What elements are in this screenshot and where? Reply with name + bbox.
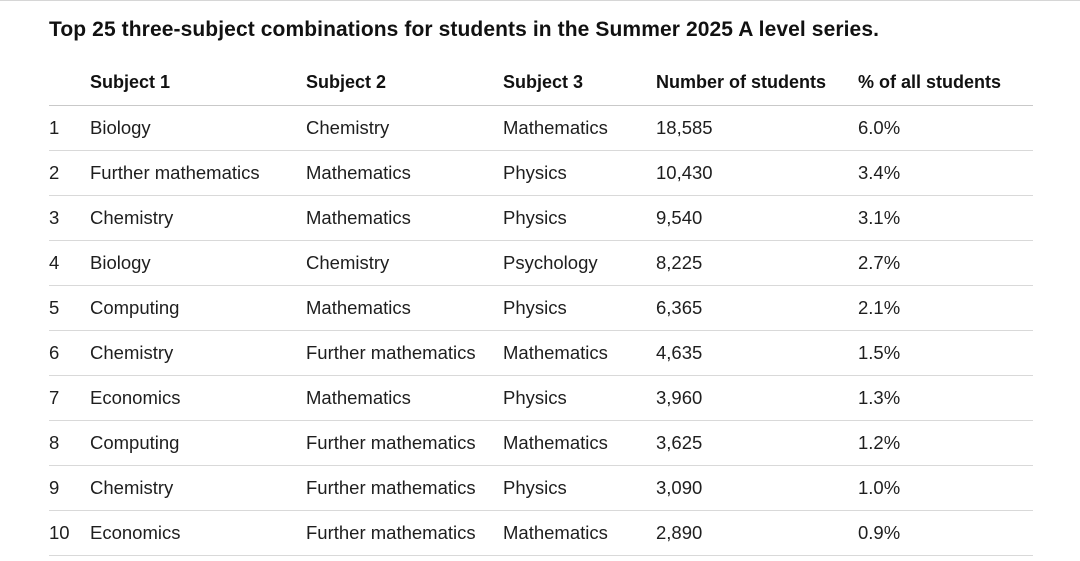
subject-3-cell: Mathematics xyxy=(503,106,656,151)
table-row xyxy=(49,241,1033,286)
table-row xyxy=(49,376,1033,421)
number-of-students-cell: 8,225 xyxy=(656,241,858,286)
number-of-students-cell: 4,635 xyxy=(656,331,858,376)
subject-1-cell: Further mathematics xyxy=(90,151,306,196)
table-row xyxy=(49,511,1033,556)
subject-2-cell: Further mathematics xyxy=(306,331,503,376)
subject-2-cell: Mathematics xyxy=(306,151,503,196)
number-of-students-cell: 18,585 xyxy=(656,106,858,151)
subject-2-cell: Chemistry xyxy=(306,241,503,286)
subject-1-cell: Chemistry xyxy=(90,196,306,241)
table-row xyxy=(49,286,1033,331)
number-of-students-cell: 3,625 xyxy=(656,421,858,466)
subject-1-cell: Computing xyxy=(90,421,306,466)
table-row xyxy=(49,331,1033,376)
percent-of-students-cell: 1.5% xyxy=(858,331,1033,376)
subject-1-cell: Biology xyxy=(90,241,306,286)
subject-3-cell: Physics xyxy=(503,376,656,421)
table-row xyxy=(49,196,1033,241)
table-body xyxy=(49,106,1033,556)
header-subject-3: Subject 3 xyxy=(503,60,656,106)
subject-2-cell: Mathematics xyxy=(306,196,503,241)
table-header xyxy=(49,60,1033,106)
page-title: Top 25 three-subject combinations for students in the Summer 2025 A level series. xyxy=(49,18,880,41)
number-of-students-cell: 9,540 xyxy=(656,196,858,241)
subject-2-cell: Mathematics xyxy=(306,376,503,421)
header-subject-2: Subject 2 xyxy=(306,60,503,106)
subject-3-cell: Psychology xyxy=(503,241,656,286)
subject-2-cell: Further mathematics xyxy=(306,511,503,556)
percent-of-students-cell: 1.3% xyxy=(858,376,1033,421)
number-of-students-cell: 10,430 xyxy=(656,151,858,196)
rank-cell: 2 xyxy=(49,151,90,196)
header-subject-1: Subject 1 xyxy=(90,60,306,106)
subject-1-cell: Economics xyxy=(90,511,306,556)
combinations-table xyxy=(49,60,1033,556)
table-row xyxy=(49,106,1033,151)
subject-2-cell: Mathematics xyxy=(306,286,503,331)
subject-3-cell: Mathematics xyxy=(503,511,656,556)
percent-of-students-cell: 3.4% xyxy=(858,151,1033,196)
rank-cell: 5 xyxy=(49,286,90,331)
header-number-of-students: Number of students xyxy=(656,60,858,106)
subject-3-cell: Physics xyxy=(503,286,656,331)
rank-cell: 10 xyxy=(49,511,90,556)
table-row xyxy=(49,151,1033,196)
rank-cell: 1 xyxy=(49,106,90,151)
header-percent-of-students: % of all students xyxy=(858,60,1033,106)
number-of-students-cell: 3,960 xyxy=(656,376,858,421)
subject-1-cell: Biology xyxy=(90,106,306,151)
subject-1-cell: Computing xyxy=(90,286,306,331)
subject-2-cell: Further mathematics xyxy=(306,466,503,511)
subject-3-cell: Physics xyxy=(503,151,656,196)
top-divider xyxy=(0,0,1080,1)
number-of-students-cell: 2,890 xyxy=(656,511,858,556)
subject-1-cell: Chemistry xyxy=(90,331,306,376)
rank-cell: 3 xyxy=(49,196,90,241)
percent-of-students-cell: 1.2% xyxy=(858,421,1033,466)
number-of-students-cell: 6,365 xyxy=(656,286,858,331)
rank-cell: 9 xyxy=(49,466,90,511)
percent-of-students-cell: 1.0% xyxy=(858,466,1033,511)
header-rank xyxy=(49,60,90,106)
subject-3-cell: Physics xyxy=(503,196,656,241)
header-row xyxy=(49,60,1033,106)
subject-1-cell: Economics xyxy=(90,376,306,421)
rank-cell: 6 xyxy=(49,331,90,376)
subject-3-cell: Mathematics xyxy=(503,421,656,466)
subject-3-cell: Mathematics xyxy=(503,331,656,376)
percent-of-students-cell: 2.1% xyxy=(858,286,1033,331)
rank-cell: 4 xyxy=(49,241,90,286)
percent-of-students-cell: 6.0% xyxy=(858,106,1033,151)
subject-3-cell: Physics xyxy=(503,466,656,511)
rank-cell: 7 xyxy=(49,376,90,421)
percent-of-students-cell: 0.9% xyxy=(858,511,1033,556)
table-row xyxy=(49,466,1033,511)
subject-2-cell: Further mathematics xyxy=(306,421,503,466)
subject-2-cell: Chemistry xyxy=(306,106,503,151)
table-row xyxy=(49,421,1033,466)
percent-of-students-cell: 3.1% xyxy=(858,196,1033,241)
subject-1-cell: Chemistry xyxy=(90,466,306,511)
rank-cell: 8 xyxy=(49,421,90,466)
percent-of-students-cell: 2.7% xyxy=(858,241,1033,286)
number-of-students-cell: 3,090 xyxy=(656,466,858,511)
